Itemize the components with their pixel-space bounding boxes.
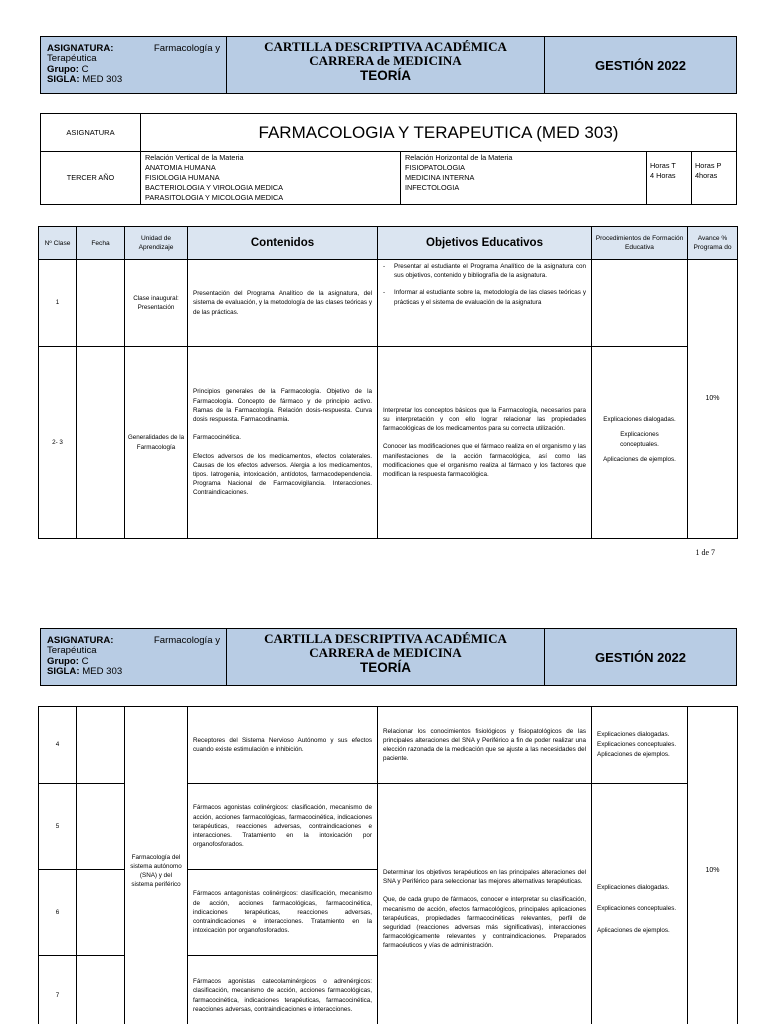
- procedure-item: Aplicaciones de ejemplos.: [603, 455, 676, 463]
- title-line3: TEORÍA: [359, 68, 411, 83]
- objective-item: - Informar al estudiante sobre la, metodología de las clases teóricas y prácticas y el sistema de evaluación de la asignatura: [380, 288, 586, 306]
- procedure-item: Explicaciones conceptuales.: [597, 740, 677, 748]
- header-contenidos: Contenidos: [188, 227, 378, 260]
- vertical-relation: [141, 152, 401, 204]
- page2-header: [40, 628, 737, 686]
- unit-cell: Clase inaugural: Presentación: [125, 260, 188, 347]
- horizontal-item: INFECTOLOGIA: [405, 183, 460, 192]
- date-cell: [77, 956, 125, 1024]
- asignatura-value-cont: Terapéutica: [47, 53, 97, 65]
- header-title-cell: [227, 37, 545, 93]
- procedure-item: Aplicaciones de ejemplos.: [597, 751, 670, 759]
- horas-teoricas: [647, 152, 692, 204]
- gestion-label: GESTIÓN 2022: [594, 57, 687, 73]
- header-title-cell: [227, 629, 545, 685]
- grupo-label: Grupo:: [47, 63, 79, 75]
- content-cell: Presentación del Programa Analítico de la asignatura, del sistema de evaluación, y la metodología de las clases teóricas y de las prácticas.: [188, 260, 378, 347]
- asignatura-value: Farmacología y: [153, 635, 220, 646]
- title-line2: CARRERA de MEDICINA: [309, 53, 462, 68]
- content-cell: Fármacos antagonistas colinérgicos: clasificación, mecanismo de acción, acciones farmacológicas, farmacocinética, indicaciones terapéuticas, reacciones adversas, contraindicaciones e interacciones. Tratamiento en la intoxicación por organofosforados.: [188, 870, 378, 956]
- header-subject-cell: ASIGNATURA: Farmacología y Terapéutica Grupo: C SIGLA: MED 303: [41, 629, 227, 685]
- gestion-label: GESTIÓN 2022: [594, 649, 687, 665]
- date-cell: [77, 347, 125, 539]
- content-paragraph: Farmacocinética.: [193, 434, 241, 442]
- objective-paragraph: Conocer las modificaciones que el fármaco realiza en el organismo y las manifestaciones de la acción farmacológica, así como las modificaciones que el organismo realiza al fármaco y los factores que modifican la respuesta farmacológica.: [383, 443, 586, 478]
- content-cell: Fármacos agonistas catecolaminérgicos o adrenérgicos: clasificación, mecanismo de acción, acciones farmacológicas, farmacocinética, indicaciones terapéuticas, farmacocinética, reacciones adversas, contraindicaciones e interacciones.: [188, 956, 378, 1024]
- asignatura-label: ASIGNATURA: [47, 635, 111, 646]
- class-number: 7: [39, 956, 77, 1024]
- content-cell: Fármacos agonistas colinérgicos: clasificación, mecanismo de acción, acciones farmacológicas, farmacocinética, indicaciones terapéuticas, reacciones adversas, contraindicaciones e interacciones. Tratamiento en la intoxicación por organofosforados.: [188, 784, 378, 870]
- procedure-item: Explicaciones dialogadas.: [603, 416, 676, 424]
- vertical-item: BACTERIOLOGIA Y VIROLOGIA MEDICA: [145, 183, 284, 192]
- date-cell: [77, 707, 125, 784]
- horizontal-relation: [401, 152, 647, 204]
- content-cell: Receptores del Sistema Nervioso Autónomo y sus efectos cuando existe estimulación e inhibición.: [188, 707, 378, 784]
- content-table-page1: [38, 226, 738, 539]
- title-line2: CARRERA de MEDICINA: [309, 645, 462, 660]
- objective-item: - Presentar al estudiante el Programa Analítico de la asignatura con sus objetivos, contenido y bibliografía de la asignatura.: [380, 262, 586, 280]
- objectives-cell: [378, 260, 592, 347]
- date-cell: [77, 784, 125, 870]
- procedures-cell: [592, 707, 688, 784]
- asignatura-box: [40, 113, 737, 205]
- horizontal-item: FISIOPATOLOGIA: [405, 163, 466, 172]
- procedures-cell: [592, 260, 688, 347]
- class-number: 6: [39, 870, 77, 956]
- header-subject-cell: ASIGNATURA: Farmacología y Terapéutica Grupo: C SIGLA: MED 303: [41, 37, 227, 93]
- asignatura-label: ASIGNATURA: [47, 43, 111, 54]
- table-header-row: [39, 227, 738, 260]
- year-label: TERCER AÑO: [41, 152, 141, 204]
- objectives-cell: [378, 347, 592, 539]
- horas-practicas: [692, 152, 736, 204]
- asignatura-box-label: ASIGNATURA: [41, 114, 141, 151]
- horas-p-label: Horas P: [695, 161, 722, 170]
- sigla-value: MED 303: [82, 666, 123, 678]
- content-table-page2: [38, 706, 738, 1024]
- unit-cell: Farmacología del sistema autónomo (SNA) y del sistema periférico: [125, 707, 188, 1024]
- horizontal-item: MEDICINA INTERNA: [405, 173, 475, 182]
- asignatura-value: Farmacología y: [153, 43, 220, 54]
- vertical-title: Relación Vertical de la Materia: [145, 153, 244, 162]
- progress-cell: 10%: [688, 707, 738, 1024]
- content-cell: [188, 347, 378, 539]
- grupo-value: C: [81, 655, 89, 667]
- table-row: [39, 260, 738, 347]
- class-number: 4: [39, 707, 77, 784]
- vertical-item: FISIOLOGIA HUMANA: [145, 173, 220, 182]
- class-number: 2- 3: [39, 347, 77, 539]
- asignatura-title: FARMACOLOGIA Y TERAPEUTICA (MED 303): [258, 122, 619, 142]
- procedure-item: Explicaciones conceptuales.: [597, 905, 677, 913]
- objective-paragraph: Determinar los objetivos terapéuticos en las principales alteraciones del SNA y Periférico para seleccionar las mejores alternativas terapéuticas.: [383, 869, 586, 886]
- content-paragraph: Principios generales de la Farmacología. Objetivo de la Farmacología. Concepto de fármaco y de principio activo. Ramas de la Farmacología. Relación dosis-respuesta. Curva dosis respuesta. Farmacodinamia.: [193, 388, 372, 424]
- procedure-item: Explicaciones dialogadas.: [597, 730, 670, 738]
- objectives-cell: [378, 784, 592, 1024]
- header-objetivos: Objetivos Educativos: [378, 227, 592, 260]
- table-row: [39, 347, 738, 539]
- sigla-value: MED 303: [82, 74, 123, 86]
- procedures-cell: [592, 347, 688, 539]
- progress-cell: 10%: [688, 260, 738, 539]
- date-cell: [77, 260, 125, 347]
- horas-p-value: 4horas: [695, 171, 718, 180]
- objective-paragraph: Interpretar los conceptos básicos que la Farmacología, necesarios para su interpretación y con ello lograr relacionar las propiedades farmacológicas de los medicamentos para su correcta utilización.: [383, 406, 586, 433]
- grupo-label: Grupo:: [47, 655, 79, 667]
- vertical-item: ANATOMIA HUMANA: [145, 163, 216, 172]
- objective-paragraph: Que, de cada grupo de fármacos, conocer e interpretar su clasificación, mecanismo de acción, efectos farmacológicos, principales aplicaciones terapéuticas, propiedades farmacocinéticas relevantes, perfil de seguridad (reacciones adversas más significativas), interacciones farmacológicamente relevantes y contraindicaciones. Preparados farmacéuticos y vías de administración.: [383, 896, 586, 950]
- horas-t-value: 4 Horas: [650, 171, 676, 180]
- procedure-item: Explicaciones dialogadas.: [597, 884, 670, 892]
- procedure-item: Aplicaciones de ejemplos.: [597, 926, 670, 934]
- sigla-label: SIGLA:: [47, 74, 80, 86]
- class-number: 5: [39, 784, 77, 870]
- header-avance: Avance % Programa do: [688, 227, 738, 260]
- asignatura-value-cont: Terapéutica: [47, 645, 97, 657]
- table-row: [39, 707, 738, 784]
- date-cell: [77, 870, 125, 956]
- header-fecha: Fecha: [77, 227, 125, 260]
- header-unidad: Unidad de Aprendizaje: [125, 227, 188, 260]
- title-line3: TEORÍA: [359, 660, 411, 675]
- grupo-value: C: [81, 63, 89, 75]
- title-line1: CARTILLA DESCRIPTIVA ACADÉMICA: [264, 39, 507, 54]
- unit-cell: Generalidades de la Farmacología: [125, 347, 188, 539]
- sigla-label: SIGLA:: [47, 666, 80, 678]
- title-line1: CARTILLA DESCRIPTIVA ACADÉMICA: [264, 631, 507, 646]
- page-number: 1 de 7: [695, 548, 715, 557]
- vertical-item: PARASITOLOGIA Y MICOLOGIA MEDICA: [145, 193, 284, 202]
- class-number: 1: [39, 260, 77, 347]
- page1-header: [40, 36, 737, 94]
- procedure-item: Explicaciones conceptuales.: [620, 431, 659, 448]
- header-n-clase: Nº Clase: [39, 227, 77, 260]
- header-procedimientos: Procedimientos de Formación Educativa: [592, 227, 688, 260]
- objectives-cell: Relacionar los conocimientos fisiológicos y fisiopatológicos de las principales alteraciones del SNA y Periférico a fin de poder realizar una elección razonada de la medicación que se ajuste a las necesidades del paciente.: [378, 707, 592, 784]
- procedures-cell: [592, 784, 688, 1024]
- content-paragraph: Efectos adversos de los medicamentos, efectos colaterales. Causas de los efectos adversos. Alergia a los medicamentos, tipos. Iatrogenia, intoxicación, antídotos, farmacodependencia. Programa Nacional de Farmacovigilancia. Interacciones. Contraindicaciones.: [193, 452, 372, 497]
- horizontal-title: Relación Horizontal de la Materia: [405, 153, 513, 162]
- horas-t-label: Horas T: [650, 161, 676, 170]
